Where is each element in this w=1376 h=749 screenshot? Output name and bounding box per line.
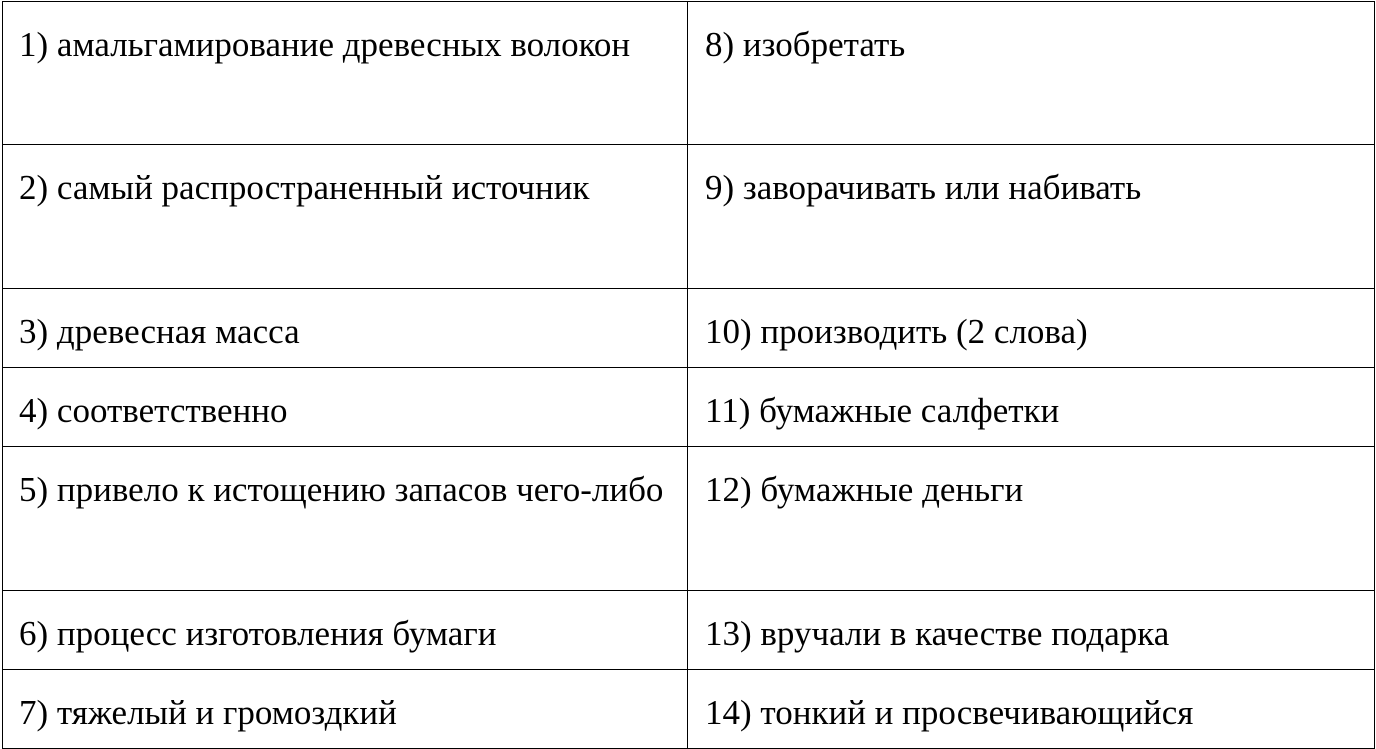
term-text: 5) привело к истощению запасов чего-либо: [19, 470, 664, 509]
table-cell-right: [688, 289, 1375, 368]
term-text: 9) заворачивать или набивать: [705, 168, 1142, 207]
table-row: [3, 145, 1375, 289]
term-text: 1) амальгамирование древесных волокон: [19, 25, 631, 64]
term-text: 14) тонкий и просвечивающийся: [705, 693, 1194, 732]
term-text: 2) самый распространенный источник: [19, 168, 590, 207]
term-text: 11) бумажные салфетки: [705, 391, 1060, 430]
vocabulary-table: [2, 1, 1375, 749]
table-row: [3, 289, 1375, 368]
term-text: 10) производить (2 слова): [705, 312, 1088, 351]
term-text: 13) вручали в качестве подарка: [705, 614, 1170, 653]
table-cell-left: [3, 145, 688, 289]
table-cell-right: [688, 368, 1375, 447]
term-text: 12) бумажные деньги: [705, 470, 1024, 509]
table-cell-right: [688, 591, 1375, 670]
term-text: 4) соответственно: [19, 391, 288, 430]
term-text: 8) изобретать: [705, 25, 906, 64]
table-cell-left: [3, 591, 688, 670]
table-cell-left: [3, 289, 688, 368]
table-row: [3, 591, 1375, 670]
table-row: [3, 447, 1375, 591]
table-row: [3, 368, 1375, 447]
table-cell-left: [3, 2, 688, 145]
table-cell-left: [3, 368, 688, 447]
term-text: 7) тяжелый и громоздкий: [19, 693, 397, 732]
table-cell-right: [688, 447, 1375, 591]
term-text: 6) процесс изготовления бумаги: [19, 614, 497, 653]
term-text: 3) древесная масса: [19, 312, 300, 351]
table-cell-right: [688, 670, 1375, 749]
table-cell-left: [3, 447, 688, 591]
table-cell-right: [688, 2, 1375, 145]
table-row: [3, 670, 1375, 749]
table-cell-right: [688, 145, 1375, 289]
table-row: [3, 2, 1375, 145]
table-cell-left: [3, 670, 688, 749]
